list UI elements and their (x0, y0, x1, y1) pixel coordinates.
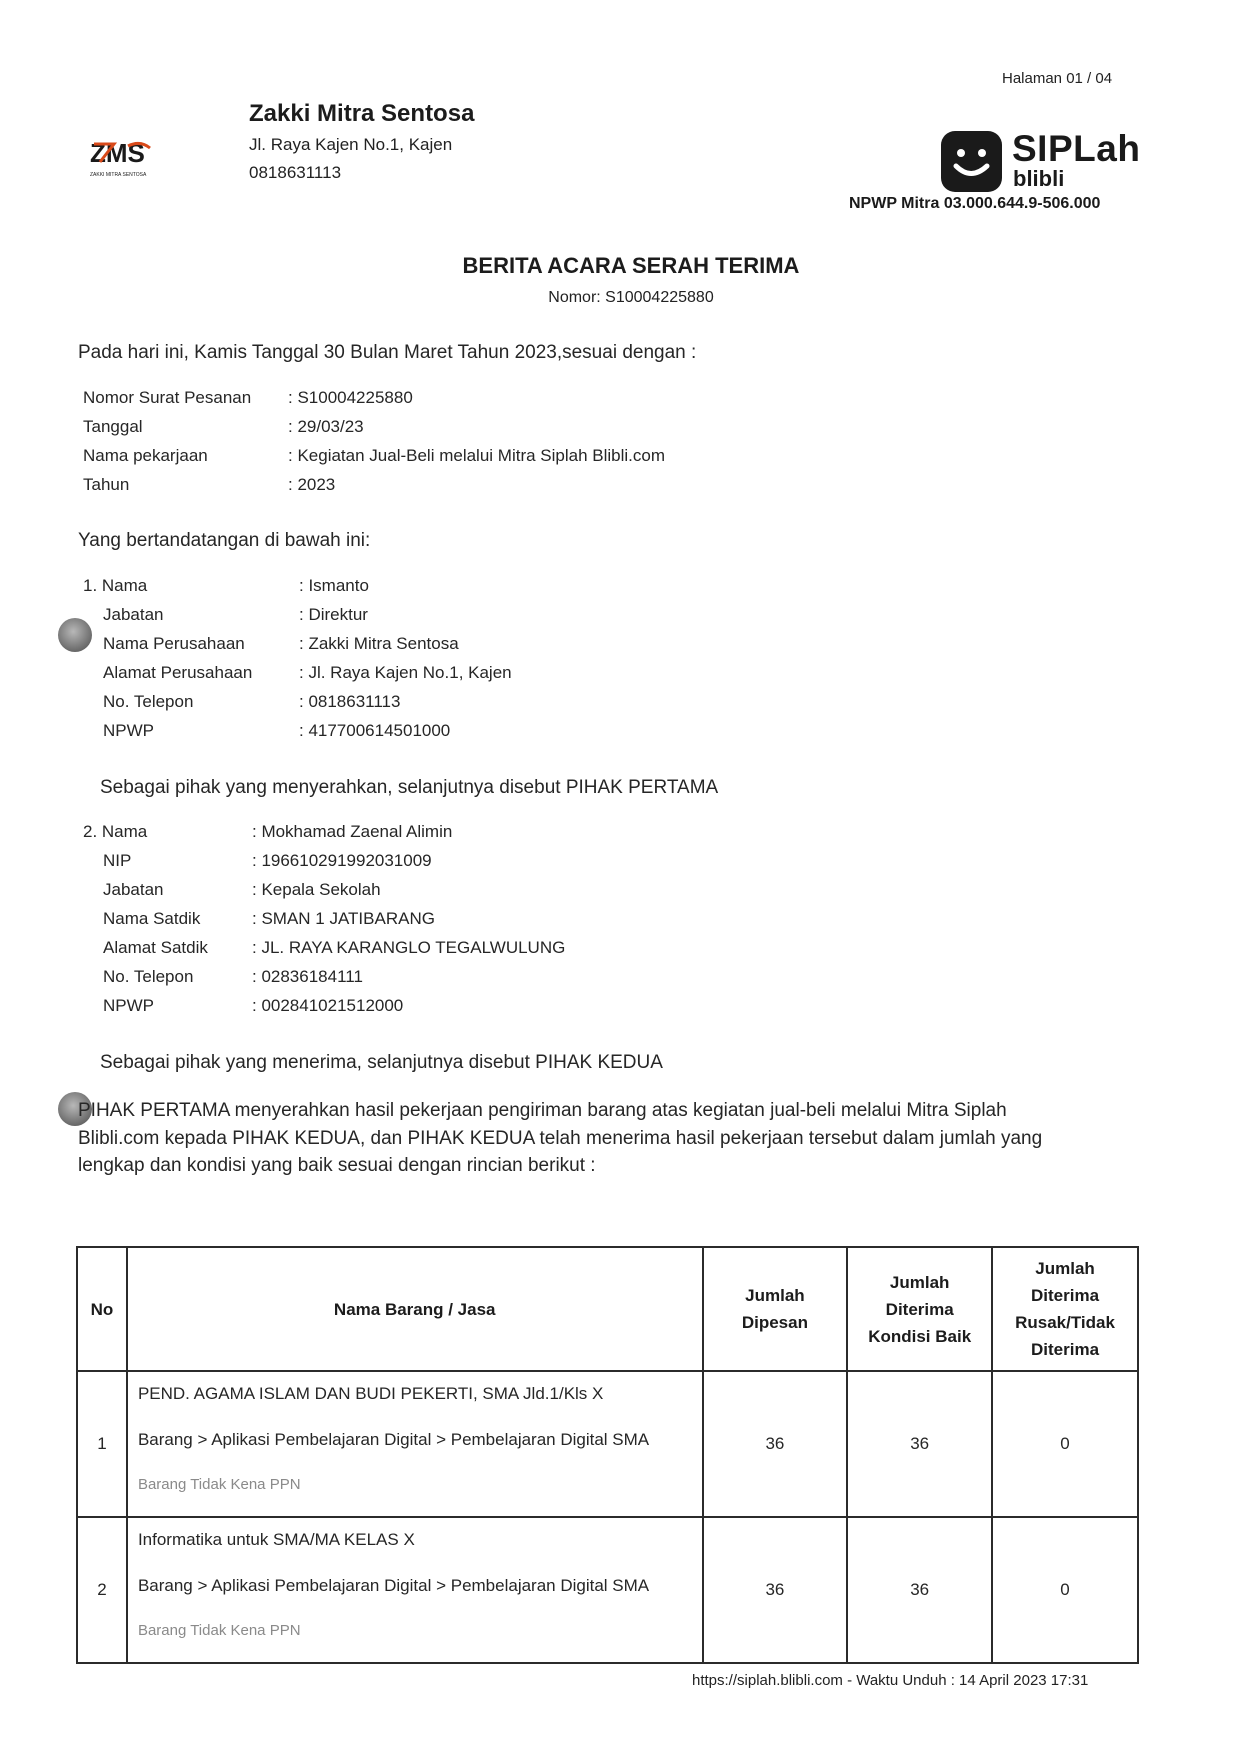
header-item-name: Nama Barang / Jasa (127, 1247, 703, 1371)
party1-value-1: : Ismanto (299, 576, 369, 595)
item-tax-note: Barang Tidak Kena PPN (137, 1476, 301, 1493)
order-value-1: : S10004225880 (288, 388, 413, 407)
party2-value-2: : 196610291992031009 (252, 851, 432, 870)
order-label-1: Nomor Surat Pesanan (83, 388, 252, 407)
party1-value-6: : 417700614501000 (299, 721, 451, 740)
intro-text: Pada hari ini, Kamis Tanggal 30 Bulan Maret Tahun 2023,sesuai dengan : (78, 342, 697, 363)
item-tax-note: Barang Tidak Kena PPN (137, 1622, 301, 1639)
party2-label-6: No. Telepon (103, 967, 194, 986)
party1-label-4: Alamat Perusahaan (103, 663, 253, 682)
item-category: Barang > Aplikasi Pembelajaran Digital > Pembelajaran Digital SMA (137, 1576, 650, 1595)
footer-download-info: https://siplah.blibli.com - Waktu Unduh : 14 April 2023 17:31 (692, 1672, 1089, 1689)
signatories-intro: Yang bertandatangan di bawah ini: (78, 530, 371, 551)
item-name: PEND. AGAMA ISLAM DAN BUDI PEKERTI, SMA Jld.1/Kls X (137, 1384, 604, 1403)
party1-label-6: NPWP (103, 721, 154, 740)
order-label-4: Tahun (83, 475, 130, 494)
order-value-4: : 2023 (288, 475, 336, 494)
items-table (76, 1246, 1139, 1664)
header-no: No (77, 1247, 127, 1371)
party1-value-5: : 0818631113 (299, 692, 401, 711)
party2-value-7: : 002841021512000 (252, 996, 404, 1015)
row-item (127, 1517, 703, 1663)
row-qty-damaged: 0 (992, 1371, 1138, 1517)
document-number: Nomor: S10004225880 (548, 289, 714, 306)
party1-value-3: : Zakki Mitra Sentosa (299, 634, 459, 653)
party1-value-2: : Direktur (299, 605, 368, 624)
party2-value-1: : Mokhamad Zaenal Alimin (252, 822, 453, 841)
table-header-row (77, 1247, 1138, 1371)
company-address: Jl. Raya Kajen No.1, Kajen (249, 135, 453, 154)
handover-line-3: lengkap dan kondisi yang baik sesuai dengan rincian berikut : (78, 1155, 596, 1176)
party2-value-6: : 02836184111 (252, 967, 363, 986)
table-row (77, 1517, 1138, 1663)
party1-label-5: No. Telepon (103, 692, 194, 711)
row-qty-ordered: 36 (703, 1371, 848, 1517)
item-name: Informatika untuk SMA/MA KELAS X (137, 1530, 415, 1549)
row-no: 2 (77, 1517, 127, 1663)
order-label-2: Tanggal (83, 417, 143, 436)
party2-label-3: Jabatan (103, 880, 164, 899)
party1-role: Sebagai pihak yang menyerahkan, selanjutnya disebut PIHAK PERTAMA (100, 777, 719, 798)
party2-role: Sebagai pihak yang menerima, selanjutnya disebut PIHAK KEDUA (100, 1052, 663, 1073)
table-row (77, 1371, 1138, 1517)
party1-label-1: 1. Nama (83, 576, 148, 595)
order-value-3: : Kegiatan Jual-Beli melalui Mitra Siplah Blibli.com (288, 446, 665, 465)
party1-value-4: : Jl. Raya Kajen No.1, Kajen (299, 663, 512, 682)
row-qty-good: 36 (847, 1371, 992, 1517)
party2-label-7: NPWP (103, 996, 154, 1015)
document-title: BERITA ACARA SERAH TERIMA (462, 253, 800, 278)
punch-hole (58, 618, 92, 652)
order-label-3: Nama pekarjaan (83, 446, 208, 465)
party1-label-2: Jabatan (103, 605, 164, 624)
row-qty-ordered: 36 (703, 1517, 848, 1663)
handover-line-2: Blibli.com kepada PIHAK KEDUA, dan PIHAK KEDUA telah menerima hasil pekerjaan tersebut dalam jumlah yang (78, 1128, 1043, 1149)
party2-label-1: 2. Nama (83, 822, 148, 841)
party2-label-2: NIP (103, 851, 132, 870)
item-category: Barang > Aplikasi Pembelajaran Digital > Pembelajaran Digital SMA (137, 1430, 650, 1449)
handover-line-1: PIHAK PERTAMA menyerahkan hasil pekerjaan pengiriman barang atas kegiatan jual-beli melalui Mitra Siplah (78, 1100, 1007, 1121)
party2-label-5: Alamat Satdik (103, 938, 208, 957)
party2-value-4: : SMAN 1 JATIBARANG (252, 909, 435, 928)
siplah-wordmark: SIPLah (1012, 128, 1141, 169)
company-phone: 0818631113 (249, 163, 342, 182)
party2-value-3: : Kepala Sekolah (252, 880, 381, 899)
company-name: Zakki Mitra Sentosa (249, 100, 475, 127)
party2-label-4: Nama Satdik (103, 909, 201, 928)
row-qty-good: 36 (847, 1517, 992, 1663)
row-qty-damaged: 0 (992, 1517, 1138, 1663)
npwp-mitra: NPWP Mitra 03.000.644.9-506.000 (849, 195, 1101, 212)
row-no: 1 (77, 1371, 127, 1517)
party2-value-5: : JL. RAYA KARANGLO TEGALWULUNG (252, 938, 566, 957)
header-qty-good: Jumlah Diterima Kondisi Baik (847, 1247, 992, 1371)
logo-text: ZMS (90, 138, 145, 168)
header-qty-ordered: Jumlah Dipesan (703, 1247, 848, 1371)
row-item (127, 1371, 703, 1517)
blibli-wordmark: blibli (1013, 166, 1065, 191)
logo-caption: ZAKKI MITRA SENTOSA (90, 172, 147, 178)
page-indicator: Halaman 01 / 04 (1002, 70, 1113, 87)
company-logo (88, 136, 160, 180)
party1-label-3: Nama Perusahaan (103, 634, 245, 653)
order-value-2: : 29/03/23 (288, 417, 364, 436)
header-qty-damaged: Jumlah Diterima Rusak/Tidak Diterima (992, 1247, 1138, 1371)
siplah-logo-icon (941, 131, 1002, 192)
